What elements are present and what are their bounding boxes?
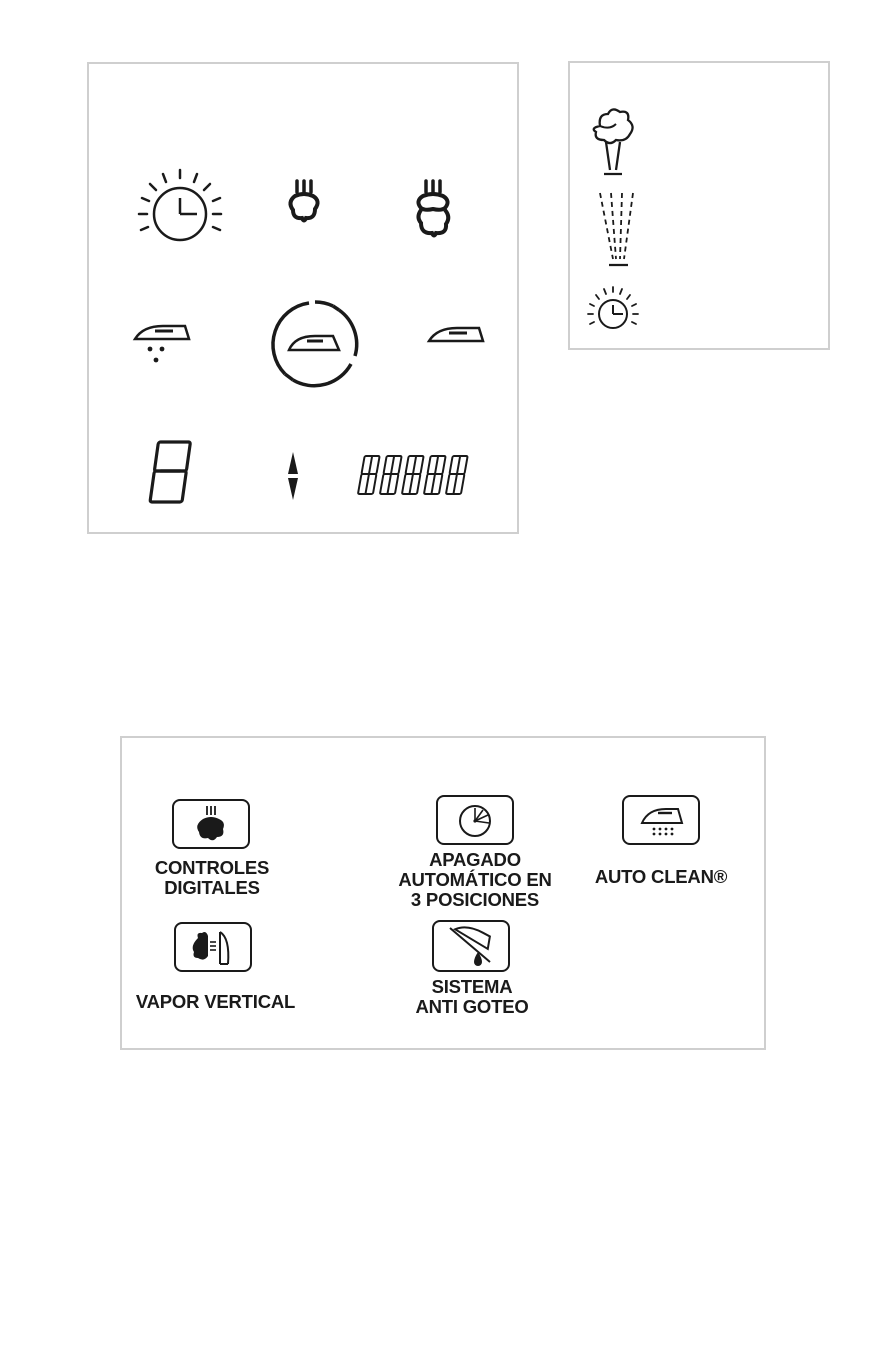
iron-icon bbox=[427, 326, 485, 344]
iron-drops-icon bbox=[624, 797, 698, 843]
steam-cloud-icon bbox=[174, 801, 248, 847]
steam-high-icon bbox=[413, 179, 453, 241]
digital-controls-label bbox=[132, 858, 292, 898]
steam-burst-icon bbox=[590, 106, 636, 178]
iron-drip-icon bbox=[133, 324, 191, 372]
lcd-display-panel bbox=[87, 62, 519, 534]
auto-shutoff-line2: AUTOMÁTICO EN bbox=[398, 869, 552, 890]
small-timer-icon bbox=[582, 285, 648, 333]
anti-drip-label bbox=[382, 977, 562, 1017]
steam-low-icon bbox=[286, 179, 322, 229]
auto-shutoff-line3: 3 POSICIONES bbox=[410, 889, 540, 910]
vertical-steam-label: VAPOR VERTICAL bbox=[135, 991, 296, 1012]
anti-drip-icon bbox=[434, 922, 508, 970]
digit-display-icon bbox=[145, 438, 195, 508]
auto-clean-badge bbox=[622, 795, 700, 845]
five-digit-display-icon bbox=[357, 454, 479, 498]
auto-shutoff-badge bbox=[436, 795, 514, 845]
auto-shutoff-line1: APAGADO bbox=[429, 849, 521, 870]
auto-shutoff-label bbox=[380, 850, 570, 910]
digital-controls-badge bbox=[172, 799, 250, 849]
steam-spray-icon bbox=[596, 189, 642, 271]
iron-circle-icon bbox=[269, 298, 361, 390]
timer-icon bbox=[133, 162, 233, 236]
auto-clean-label: AUTO CLEAN® bbox=[594, 866, 728, 887]
features-panel bbox=[120, 736, 766, 1050]
vertical-steam-icon bbox=[176, 924, 250, 970]
digital-controls-line1: CONTROLES bbox=[154, 857, 270, 878]
clock-dial-icon bbox=[438, 797, 512, 843]
legend-panel bbox=[568, 61, 830, 350]
vertical-steam-badge bbox=[174, 922, 252, 972]
anti-drip-line1: SISTEMA bbox=[431, 976, 513, 997]
anti-drip-line2: ANTI GOTEO bbox=[415, 996, 529, 1017]
up-down-arrow-icon bbox=[285, 450, 301, 502]
digital-controls-line2: DIGITALES bbox=[164, 877, 260, 898]
anti-drip-badge bbox=[432, 920, 510, 972]
